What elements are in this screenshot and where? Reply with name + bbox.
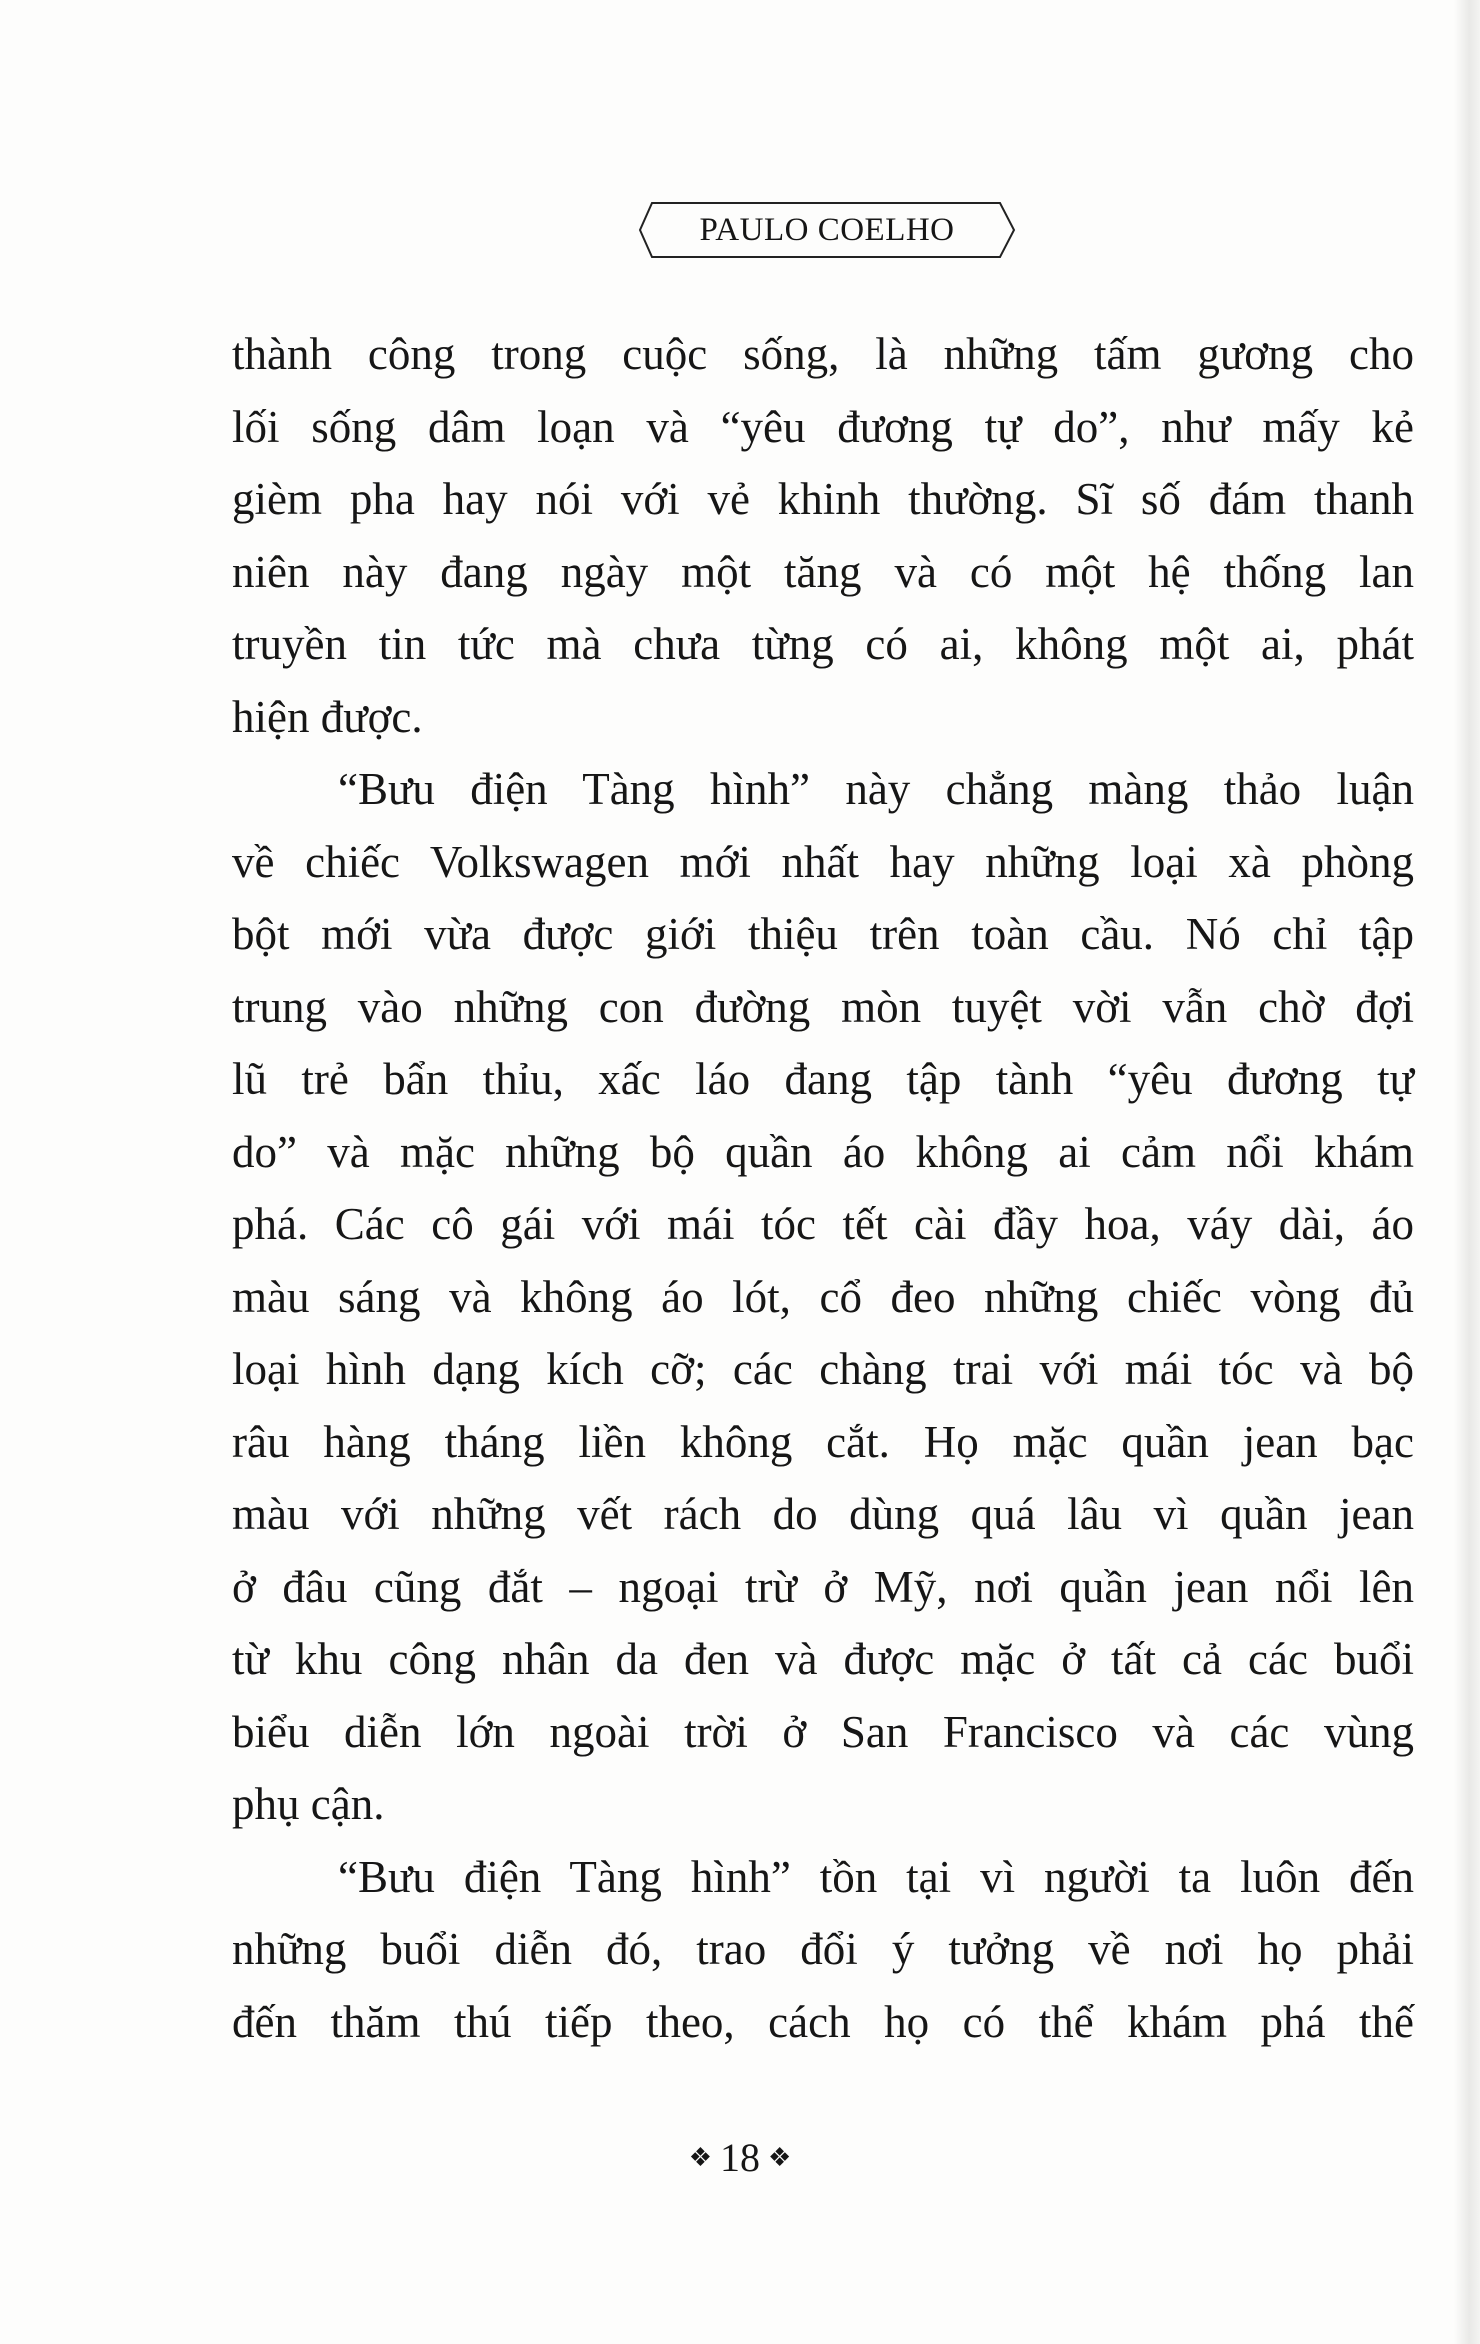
text-line: “Bưu điện Tàng hình” tồn tại vì người ta luôn đến: [338, 1851, 1414, 1902]
page-number: 18: [720, 2135, 760, 2180]
text-line: màu với những vết rách do dùng quá lâu vì quần jean: [232, 1489, 1414, 1539]
page-edge-shadow: [1454, 0, 1480, 2344]
text-line: râu hàng tháng liền không cắt. Họ mặc quần jean bạc: [232, 1416, 1414, 1467]
text-line: hiện được.: [232, 691, 423, 742]
text-line: truyền tin tức mà chưa từng có ai, không một ai, phát: [232, 619, 1414, 669]
page-footer: [0, 2134, 1480, 2181]
text-line: biểu diễn lớn ngoài trời ở San Francisco và các vùng: [232, 1706, 1414, 1757]
header-author: PAULO COELHO: [699, 212, 955, 248]
text-line: do” và mặc những bộ quần áo không ai cảm nổi khám: [232, 1126, 1414, 1177]
text-line: màu sáng và không áo lót, cổ đeo những chiếc vòng đủ: [232, 1271, 1414, 1322]
text-line: phụ cận.: [232, 1779, 385, 1829]
text-line: những buổi diễn đó, trao đổi ý tưởng về nơi họ phải: [232, 1924, 1414, 1974]
running-header: [638, 200, 1016, 260]
text-line: đến thăm thú tiếp theo, cách họ có thể khám phá thế: [232, 1996, 1414, 2047]
page-body-text: [232, 318, 1414, 2058]
ornament-right-icon: ❖: [768, 2142, 792, 2172]
text-line: niên này đang ngày một tăng và có một hệ thống lan: [232, 546, 1414, 597]
text-line: bột mới vừa được giới thiệu trên toàn cầu. Nó chỉ tập: [232, 909, 1414, 959]
text-line: thành công trong cuộc sống, là những tấm gương cho: [232, 329, 1414, 379]
text-line: ở đâu cũng đắt – ngoại trừ ở Mỹ, nơi quần jean nổi lên: [232, 1561, 1414, 1612]
ornament-left-icon: ❖: [688, 2142, 712, 2172]
text-line: lối sống dâm loạn và “yêu đương tự do”, như mấy kẻ: [232, 401, 1414, 452]
text-line: gièm pha hay nói với vẻ khinh thường. Sĩ số đám thanh: [232, 474, 1414, 524]
text-line: loại hình dạng kích cỡ; các chàng trai với mái tóc và bộ: [232, 1344, 1414, 1394]
text-line: lũ trẻ bẩn thỉu, xấc láo đang tập tành “yêu đương tự: [232, 1054, 1414, 1104]
text-line: trung vào những con đường mòn tuyệt vời vẫn chờ đợi: [232, 981, 1414, 1032]
text-line: về chiếc Volkswagen mới nhất hay những loại xà phòng: [232, 836, 1414, 887]
text-line: “Bưu điện Tàng hình” này chẳng màng thảo luận: [338, 764, 1414, 814]
text-line: phá. Các cô gái với mái tóc tết cài đầy hoa, váy dài, áo: [232, 1199, 1414, 1249]
text-line: từ khu công nhân da đen và được mặc ở tất cả các buổi: [232, 1634, 1414, 1684]
